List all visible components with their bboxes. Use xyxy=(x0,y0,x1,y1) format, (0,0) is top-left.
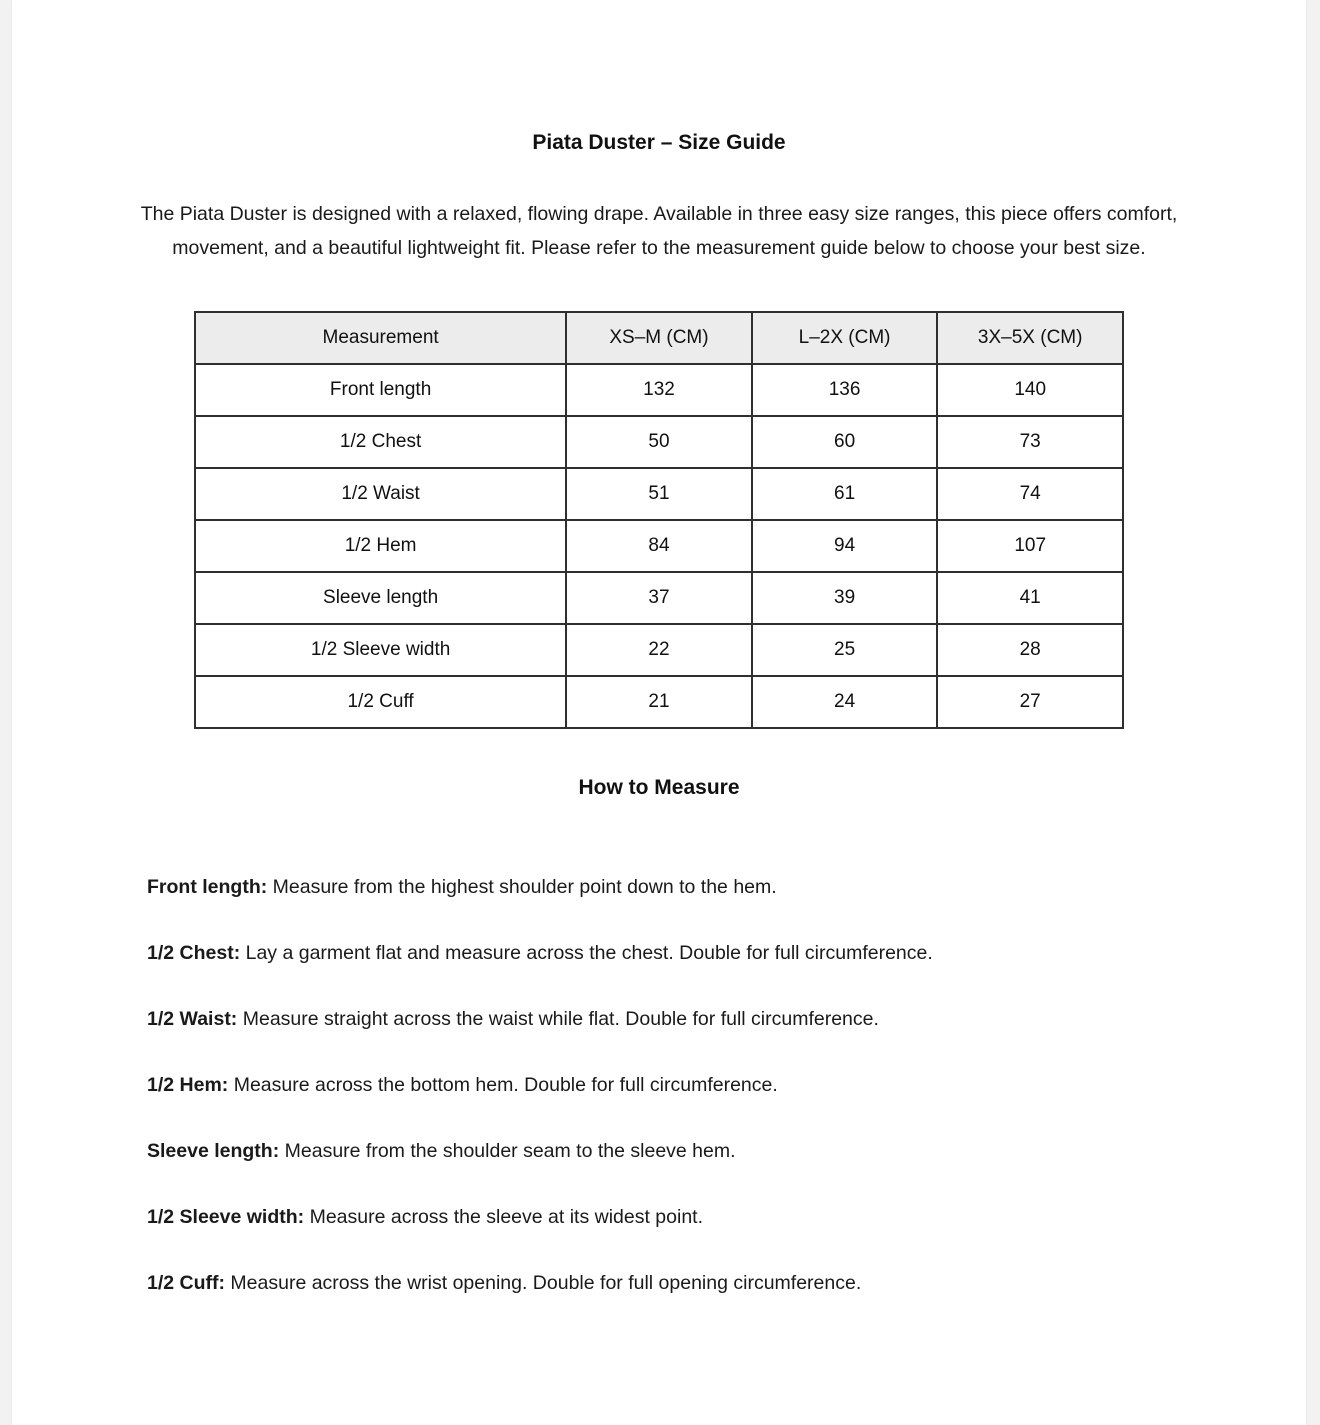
table-row xyxy=(195,364,1123,416)
instruction-text: Measure across the bottom hem. Double for full circumference. xyxy=(228,1074,778,1096)
cell-value: 60 xyxy=(752,416,938,468)
instruction-half-waist xyxy=(147,1009,1207,1030)
cell-value: 50 xyxy=(566,416,752,468)
instruction-half-sleeve-width xyxy=(147,1207,1207,1228)
cell-value: 107 xyxy=(937,520,1123,572)
instruction-half-hem xyxy=(147,1075,1207,1096)
cell-value: 27 xyxy=(937,676,1123,728)
instruction-label: Front length: xyxy=(147,876,268,898)
cell-value: 140 xyxy=(937,364,1123,416)
cell-value: 61 xyxy=(752,468,938,520)
instruction-text: Measure across the sleeve at its widest point. xyxy=(304,1206,704,1228)
table-row xyxy=(195,572,1123,624)
row-label: 1/2 Waist xyxy=(195,468,566,520)
cell-value: 28 xyxy=(937,624,1123,676)
column-header-xs-m: XS–M (CM) xyxy=(566,312,752,364)
instruction-label: Sleeve length: xyxy=(147,1140,280,1162)
instruction-text: Measure from the highest shoulder point down to the hem. xyxy=(267,876,777,898)
table-header-row xyxy=(195,312,1123,364)
table-row xyxy=(195,468,1123,520)
instruction-label: 1/2 Chest: xyxy=(147,942,241,964)
instruction-text: Measure across the wrist opening. Double for full opening circumference. xyxy=(225,1272,862,1294)
cell-value: 24 xyxy=(752,676,938,728)
section-heading-how-to-measure: How to Measure xyxy=(578,776,740,799)
cell-value: 132 xyxy=(566,364,752,416)
document-page xyxy=(12,0,1306,1425)
instruction-front-length xyxy=(147,877,1207,898)
cell-value: 94 xyxy=(752,520,938,572)
row-label: 1/2 Hem xyxy=(195,520,566,572)
cell-value: 74 xyxy=(937,468,1123,520)
table-row xyxy=(195,676,1123,728)
instruction-label: 1/2 Sleeve width: xyxy=(147,1206,305,1228)
table-row xyxy=(195,416,1123,468)
instruction-label: 1/2 Waist: xyxy=(147,1008,238,1030)
row-label: Front length xyxy=(195,364,566,416)
column-header-l-2x: L–2X (CM) xyxy=(752,312,938,364)
cell-value: 84 xyxy=(566,520,752,572)
cell-value: 39 xyxy=(752,572,938,624)
cell-value: 73 xyxy=(937,416,1123,468)
document-content xyxy=(12,0,1306,1294)
column-header-3x-5x: 3X–5X (CM) xyxy=(937,312,1123,364)
row-label: 1/2 Cuff xyxy=(195,676,566,728)
intro-paragraph: The Piata Duster is designed with a relaxed, flowing drape. Available in three easy size ranges, this piece offers comfort, movement, and a beautiful lightweight fit. Please refer to the measurement guide below to choose your best size. xyxy=(140,203,1178,259)
instruction-text: Measure from the shoulder seam to the sleeve hem. xyxy=(279,1140,736,1162)
cell-value: 136 xyxy=(752,364,938,416)
cell-value: 51 xyxy=(566,468,752,520)
instruction-half-chest xyxy=(147,943,1207,964)
table-row xyxy=(195,520,1123,572)
size-guide-table xyxy=(194,311,1124,729)
measurement-instructions xyxy=(147,877,1207,1294)
page-title: Piata Duster – Size Guide xyxy=(532,131,786,154)
instruction-text: Measure straight across the waist while flat. Double for full circumference. xyxy=(237,1008,879,1030)
instruction-text: Lay a garment flat and measure across the chest. Double for full circumference. xyxy=(240,942,933,964)
cell-value: 22 xyxy=(566,624,752,676)
row-label: Sleeve length xyxy=(195,572,566,624)
cell-value: 41 xyxy=(937,572,1123,624)
table-row xyxy=(195,624,1123,676)
instruction-half-cuff xyxy=(147,1273,1207,1294)
cell-value: 37 xyxy=(566,572,752,624)
instruction-label: 1/2 Hem: xyxy=(147,1074,229,1096)
row-label: 1/2 Sleeve width xyxy=(195,624,566,676)
instruction-label: 1/2 Cuff: xyxy=(147,1272,225,1294)
row-label: 1/2 Chest xyxy=(195,416,566,468)
cell-value: 21 xyxy=(566,676,752,728)
cell-value: 25 xyxy=(752,624,938,676)
instruction-sleeve-length xyxy=(147,1141,1207,1162)
column-header-measurement: Measurement xyxy=(195,312,566,364)
